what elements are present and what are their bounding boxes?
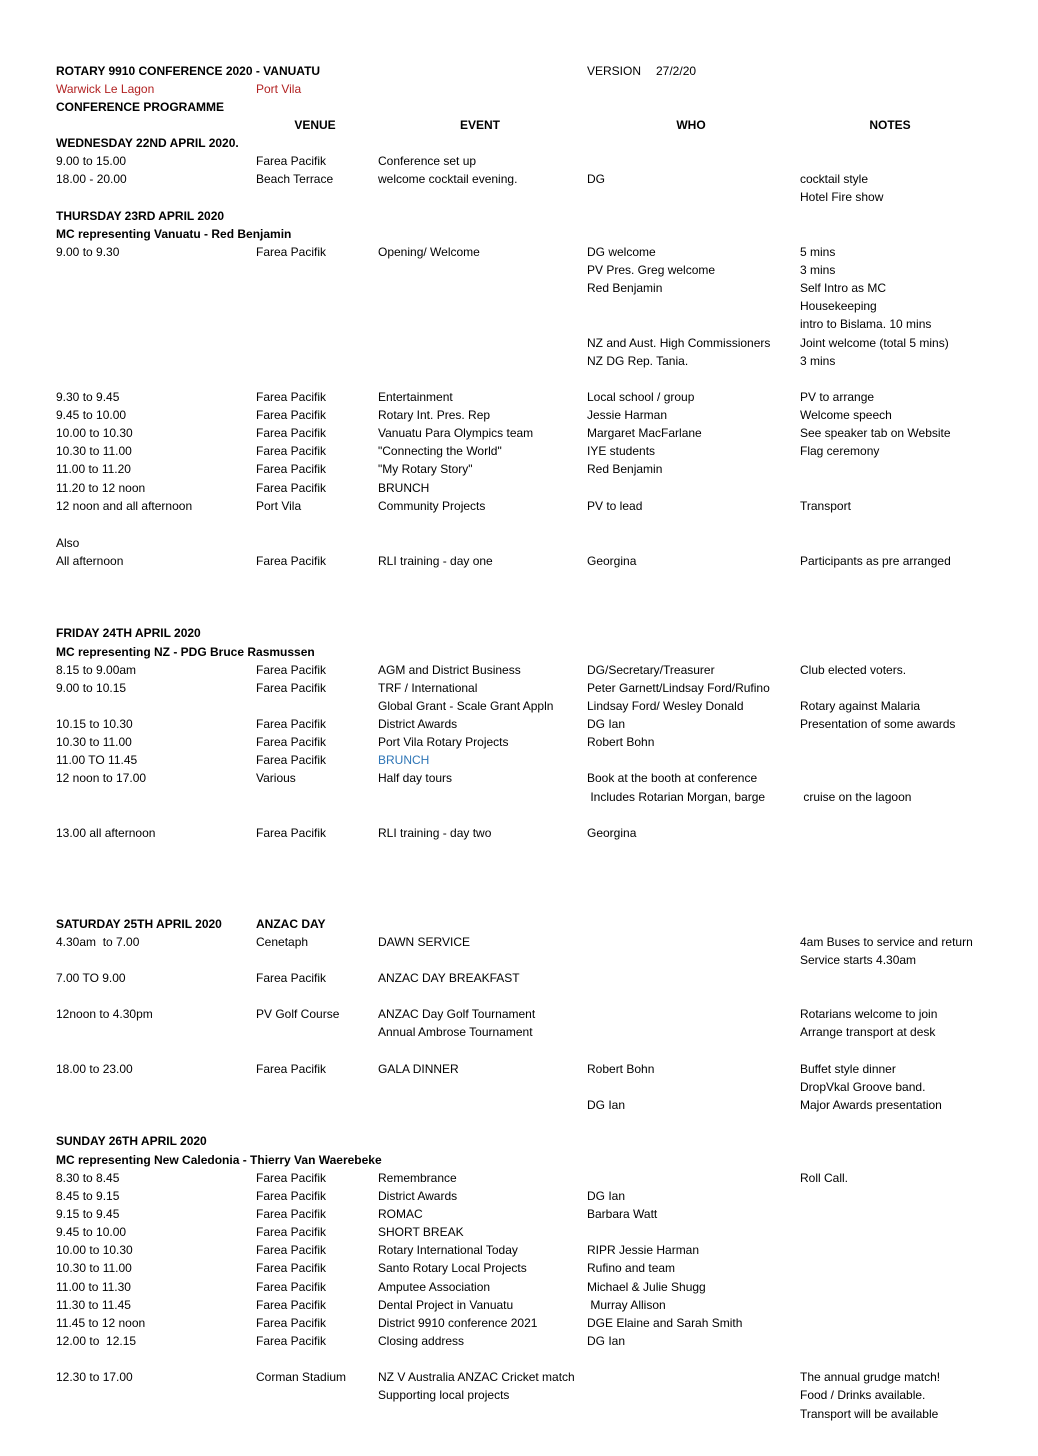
- schedule-row: [0, 352, 1038, 370]
- document-title: ROTARY 9910 CONFERENCE 2020 - VANUATU: [56, 64, 321, 78]
- schedule-row: [0, 951, 1038, 969]
- day-heading-row: [0, 1132, 1038, 1150]
- schedule-row: [0, 1386, 1038, 1404]
- cell-event: Rotary Int. Pres. Rep: [378, 408, 491, 422]
- cell-venue: Farea Pacifik: [256, 1243, 327, 1257]
- cell-time: 8.15 to 9.00am: [56, 663, 137, 677]
- cell-notes: Arrange transport at desk: [800, 1025, 936, 1039]
- cell-venue: Farea Pacifik: [256, 1261, 327, 1275]
- cell-venue: Farea Pacifik: [256, 1207, 327, 1221]
- cell-time: 12 noon and all afternoon: [56, 499, 193, 513]
- schedule-row: [0, 442, 1038, 460]
- schedule-row: [0, 1169, 1038, 1187]
- version-date: 27/2/20: [656, 64, 697, 78]
- schedule-row: [0, 297, 1038, 315]
- cell-notes: Food / Drinks available.: [800, 1388, 926, 1402]
- schedule-row: [0, 1205, 1038, 1223]
- cell-event: Port Vila Rotary Projects: [378, 735, 509, 749]
- cell-who: Robert Bohn: [587, 735, 655, 749]
- cell-notes: DropVkal Groove band.: [800, 1080, 926, 1094]
- cell-event: welcome cocktail evening.: [378, 172, 518, 186]
- cell-venue: Farea Pacifik: [256, 154, 327, 168]
- schedule-row: [0, 424, 1038, 442]
- cell-event: Annual Ambrose Tournament: [378, 1025, 533, 1039]
- cell-venue: Farea Pacifik: [256, 826, 327, 840]
- cell-time: 8.45 to 9.15: [56, 1189, 120, 1203]
- cell-notes: The annual grudge match!: [800, 1370, 941, 1384]
- schedule-row: [0, 152, 1038, 170]
- cell-event: Rotary International Today: [378, 1243, 518, 1257]
- cell-venue: Farea Pacifik: [256, 1189, 327, 1203]
- cell-notes: 3 mins: [800, 354, 836, 368]
- schedule-row: [0, 170, 1038, 188]
- schedule-row: [0, 933, 1038, 951]
- cell-event: District 9910 conference 2021: [378, 1316, 538, 1330]
- cell-notes: Self Intro as MC: [800, 281, 887, 295]
- cell-who: Georgina: [587, 554, 637, 568]
- cell-event: "My Rotary Story": [378, 462, 473, 476]
- schedule-row: [0, 188, 1038, 206]
- cell-notes: cocktail style: [800, 172, 869, 186]
- cell-venue: Farea Pacifik: [256, 245, 327, 259]
- cell-who: Rufino and team: [587, 1261, 676, 1275]
- cell-venue: Farea Pacifik: [256, 444, 327, 458]
- cell-venue: Farea Pacifik: [256, 717, 327, 731]
- cell-notes: See speaker tab on Website: [800, 426, 951, 440]
- cell-notes: Service starts 4.30am: [800, 953, 917, 967]
- cell-event: RLI training - day one: [378, 554, 493, 568]
- mc-row: [0, 1151, 1038, 1169]
- cell-time: 13.00 all afternoon: [56, 826, 156, 840]
- cell-venue: Farea Pacifik: [256, 1316, 327, 1330]
- column-header-who: WHO: [676, 118, 706, 132]
- cell-who: IYE students: [587, 444, 656, 458]
- schedule-row: [0, 261, 1038, 279]
- column-header-event: EVENT: [459, 118, 500, 132]
- schedule-row: [0, 1241, 1038, 1259]
- cell-venue: Farea Pacifik: [256, 390, 327, 404]
- cell-time: 9.30 to 9.45: [56, 390, 120, 404]
- cell-who: Local school / group: [587, 390, 695, 404]
- cell-time: All afternoon: [56, 554, 124, 568]
- cell-event: Supporting local projects: [378, 1388, 510, 1402]
- cell-notes: Presentation of some awards: [800, 717, 956, 731]
- schedule-row: [0, 788, 1038, 806]
- cell-time: 11.45 to 12 noon: [56, 1316, 146, 1330]
- schedule-row: [0, 552, 1038, 570]
- cell-notes: Buffet style dinner: [800, 1062, 896, 1076]
- day-heading-row: [0, 915, 1038, 933]
- mc-row: [0, 225, 1038, 243]
- schedule-row: [0, 1405, 1038, 1423]
- cell-venue: Farea Pacifik: [256, 554, 327, 568]
- cell-event: RLI training - day two: [378, 826, 492, 840]
- cell-event: District Awards: [378, 1189, 458, 1203]
- cell-time: 11.00 to 11.20: [56, 462, 131, 476]
- cell-event: AGM and District Business: [378, 663, 521, 677]
- cell-event: NZ V Australia ANZAC Cricket match: [378, 1370, 575, 1384]
- cell-venue: Farea Pacifik: [256, 681, 327, 695]
- cell-event: Dental Project in Vanuatu: [378, 1298, 514, 1312]
- cell-who: DG welcome: [587, 245, 656, 259]
- schedule-row: [0, 769, 1038, 787]
- schedule-row: [0, 334, 1038, 352]
- cell-who: DG Ian: [587, 1189, 626, 1203]
- cell-time: 9.45 to 10.00: [56, 408, 127, 422]
- cell-time: 9.45 to 10.00: [56, 1225, 127, 1239]
- column-header-row: [0, 116, 1038, 134]
- cell-event: District Awards: [378, 717, 458, 731]
- venue-city: Port Vila: [256, 82, 302, 96]
- schedule-row: [0, 751, 1038, 769]
- cell-event: "Connecting the World": [378, 444, 502, 458]
- cell-time: 9.00 to 15.00: [56, 154, 127, 168]
- schedule-row: [0, 1023, 1038, 1041]
- cell-venue: Farea Pacifik: [256, 753, 327, 767]
- cell-event: Conference set up: [378, 154, 477, 168]
- schedule-row: [0, 969, 1038, 987]
- cell-who: DG: [587, 172, 605, 186]
- cell-time: 10.00 to 10.30: [56, 426, 133, 440]
- cell-venue: Cenetaph: [256, 935, 309, 949]
- cell-who: DGE Elaine and Sarah Smith: [587, 1316, 743, 1330]
- venue-row: [0, 80, 1038, 98]
- cell-event: Vanuatu Para Olympics team: [378, 426, 534, 440]
- cell-notes: Rotarians welcome to join: [800, 1007, 938, 1021]
- cell-notes: Rotary against Malaria: [800, 699, 921, 713]
- cell-notes: cruise on the lagoon: [800, 790, 912, 804]
- cell-event: ROMAC: [378, 1207, 423, 1221]
- venue-name: Warwick Le Lagon: [56, 82, 155, 96]
- cell-event: Opening/ Welcome: [378, 245, 480, 259]
- cell-event: DAWN SERVICE: [378, 935, 471, 949]
- mc-thursday: MC representing Vanuatu - Red Benjamin: [56, 227, 292, 241]
- cell-notes: 4am Buses to service and return: [800, 935, 973, 949]
- title-row: [0, 62, 1038, 80]
- cell-who: NZ and Aust. High Commissioners: [587, 336, 771, 350]
- cell-time: 10.30 to 11.00: [56, 1261, 132, 1275]
- cell-time: 18.00 - 20.00: [56, 172, 127, 186]
- cell-notes: 3 mins: [800, 263, 836, 277]
- cell-notes: Transport will be available: [800, 1407, 939, 1421]
- cell-event: Closing address: [378, 1334, 465, 1348]
- cell-time: 12 noon to 17.00: [56, 771, 147, 785]
- cell-who: RIPR Jessie Harman: [587, 1243, 700, 1257]
- schedule-row: [0, 661, 1038, 679]
- cell-notes: Flag ceremony: [800, 444, 880, 458]
- cell-who: Jessie Harman: [587, 408, 668, 422]
- schedule-row: [0, 697, 1038, 715]
- cell-event: Remembrance: [378, 1171, 457, 1185]
- cell-venue: Farea Pacifik: [256, 1298, 327, 1312]
- cell-venue: Farea Pacifik: [256, 971, 327, 985]
- schedule-row: [0, 1223, 1038, 1241]
- cell-venue: Port Vila: [256, 499, 302, 513]
- cell-event: SHORT BREAK: [378, 1225, 464, 1239]
- cell-notes: intro to Bislama. 10 mins: [800, 317, 932, 331]
- schedule-row: [0, 1259, 1038, 1277]
- cell-who: Lindsay Ford/ Wesley Donald: [587, 699, 744, 713]
- cell-notes: 5 mins: [800, 245, 836, 259]
- cell-time: 12.00 to 12.15: [56, 1334, 137, 1348]
- cell-who: PV to lead: [587, 499, 643, 513]
- cell-time: 12noon to 4.30pm: [56, 1007, 153, 1021]
- mc-friday: MC representing NZ - PDG Bruce Rasmussen: [56, 645, 315, 659]
- cell-notes: Joint welcome (total 5 mins): [800, 336, 949, 350]
- cell-venue: Farea Pacifik: [256, 1334, 327, 1348]
- cell-who: PV Pres. Greg welcome: [587, 263, 716, 277]
- cell-time: 9.00 to 10.15: [56, 681, 127, 695]
- cell-notes: Participants as pre arranged: [800, 554, 951, 568]
- cell-time: 11.00 to 11.30: [56, 1280, 131, 1294]
- cell-who: Barbara Watt: [587, 1207, 658, 1221]
- cell-venue: Farea Pacifik: [256, 462, 327, 476]
- cell-venue: Corman Stadium: [256, 1370, 347, 1384]
- cell-who: DG Ian: [587, 1098, 626, 1112]
- cell-event: ANZAC Day Golf Tournament: [378, 1007, 536, 1021]
- cell-time: 10.30 to 11.00: [56, 444, 132, 458]
- cell-event: Amputee Association: [378, 1280, 491, 1294]
- cell-who: Book at the booth at conference: [587, 771, 758, 785]
- cell-time: 11.00 TO 11.45: [56, 753, 138, 767]
- cell-who: Georgina: [587, 826, 637, 840]
- cell-who: Michael & Julie Shugg: [587, 1280, 706, 1294]
- cell-who: Includes Rotarian Morgan, barge: [587, 790, 766, 804]
- cell-event: TRF / International: [378, 681, 478, 695]
- cell-time: 4.30am to 7.00: [56, 935, 140, 949]
- cell-who: DG Ian: [587, 717, 626, 731]
- schedule-row: [0, 1078, 1038, 1096]
- day-heading-wednesday: WEDNESDAY 22ND APRIL 2020.: [56, 136, 239, 150]
- also-label: Also: [56, 536, 80, 550]
- schedule-row: [0, 497, 1038, 515]
- cell-notes: Transport: [800, 499, 851, 513]
- schedule-row: [0, 243, 1038, 261]
- cell-time: 8.30 to 8.45: [56, 1171, 120, 1185]
- schedule-row: [0, 1096, 1038, 1114]
- cell-event: Half day tours: [378, 771, 453, 785]
- cell-event: BRUNCH: [378, 753, 430, 767]
- day-heading-row: [0, 624, 1038, 642]
- subtitle-row: [0, 98, 1038, 116]
- cell-who: DG/Secretary/Treasurer: [587, 663, 715, 677]
- schedule-row: [0, 733, 1038, 751]
- mc-row: [0, 643, 1038, 661]
- schedule-row: [0, 679, 1038, 697]
- cell-notes: Major Awards presentation: [800, 1098, 942, 1112]
- cell-venue: Farea Pacifik: [256, 735, 327, 749]
- schedule-row: [0, 1314, 1038, 1332]
- cell-who: Red Benjamin: [587, 462, 663, 476]
- cell-time: 9.15 to 9.45: [56, 1207, 120, 1221]
- cell-who: Robert Bohn: [587, 1062, 655, 1076]
- cell-event: GALA DINNER: [378, 1062, 459, 1076]
- cell-who: DG Ian: [587, 1334, 626, 1348]
- schedule-row: [0, 1278, 1038, 1296]
- cell-time: 11.20 to 12 noon: [56, 481, 146, 495]
- cell-venue: Farea Pacifik: [256, 1225, 327, 1239]
- schedule-row: [0, 479, 1038, 497]
- anzac-day-tag: ANZAC DAY: [256, 917, 326, 931]
- schedule-row: [0, 315, 1038, 333]
- schedule-row: [0, 1296, 1038, 1314]
- cell-venue: Farea Pacifik: [256, 663, 327, 677]
- cell-time: 10.30 to 11.00: [56, 735, 132, 749]
- cell-venue: Farea Pacifik: [256, 1171, 327, 1185]
- cell-venue: Farea Pacifik: [256, 1062, 327, 1076]
- cell-who: Red Benjamin: [587, 281, 663, 295]
- day-heading-sunday: SUNDAY 26TH APRIL 2020: [56, 1134, 207, 1148]
- cell-venue: Farea Pacifik: [256, 1280, 327, 1294]
- version-label: VERSION: [587, 64, 642, 78]
- cell-time: 7.00 TO 9.00: [56, 971, 126, 985]
- schedule-row: [0, 1187, 1038, 1205]
- column-header-venue: VENUE: [294, 118, 336, 132]
- cell-venue: Farea Pacifik: [256, 426, 327, 440]
- schedule-row: [0, 1332, 1038, 1350]
- schedule-row: [0, 1060, 1038, 1078]
- cell-who: Murray Allison: [587, 1298, 666, 1312]
- schedule-row: [0, 715, 1038, 733]
- cell-who: Margaret MacFarlane: [587, 426, 702, 440]
- cell-time: 9.00 to 9.30: [56, 245, 120, 259]
- cell-time: 18.00 to 23.00: [56, 1062, 133, 1076]
- cell-event: ANZAC DAY BREAKFAST: [378, 971, 520, 985]
- day-heading-friday: FRIDAY 24TH APRIL 2020: [56, 626, 201, 640]
- cell-time: 11.30 to 11.45: [56, 1298, 131, 1312]
- column-header-notes: NOTES: [869, 118, 911, 132]
- cell-event: Entertainment: [378, 390, 453, 404]
- cell-venue: Beach Terrace: [256, 172, 334, 186]
- day-heading-saturday: SATURDAY 25TH APRIL 2020: [56, 917, 222, 931]
- cell-time: 12.30 to 17.00: [56, 1370, 133, 1384]
- schedule-row: [0, 1005, 1038, 1023]
- cell-notes: Welcome speech: [800, 408, 892, 422]
- day-heading-thursday: THURSDAY 23RD APRIL 2020: [56, 209, 225, 223]
- cell-time: 10.15 to 10.30: [56, 717, 133, 731]
- schedule-row: [0, 406, 1038, 424]
- cell-event: BRUNCH: [378, 481, 430, 495]
- cell-notes: Housekeeping: [800, 299, 877, 313]
- mc-sunday: MC representing New Caledonia - Thierry Van Waerebeke: [56, 1153, 382, 1167]
- cell-who: Peter Garnett/Lindsay Ford/Rufino: [587, 681, 770, 695]
- cell-event: Santo Rotary Local Projects: [378, 1261, 527, 1275]
- cell-notes: Club elected voters.: [800, 663, 907, 677]
- schedule-row: [0, 824, 1038, 842]
- also-row: [0, 534, 1038, 552]
- cell-notes: Hotel Fire show: [800, 190, 884, 204]
- cell-time: 10.00 to 10.30: [56, 1243, 133, 1257]
- cell-notes: Roll Call.: [800, 1171, 849, 1185]
- document-subtitle: CONFERENCE PROGRAMME: [56, 100, 225, 114]
- schedule-row: [0, 460, 1038, 478]
- cell-event: Community Projects: [378, 499, 486, 513]
- cell-venue: PV Golf Course: [256, 1007, 340, 1021]
- schedule-row: [0, 388, 1038, 406]
- day-heading-row: [0, 134, 1038, 152]
- cell-venue: Farea Pacifik: [256, 481, 327, 495]
- cell-notes: PV to arrange: [800, 390, 875, 404]
- day-heading-row: [0, 207, 1038, 225]
- cell-venue: Farea Pacifik: [256, 408, 327, 422]
- schedule-row: [0, 279, 1038, 297]
- cell-who: NZ DG Rep. Tania.: [587, 354, 689, 368]
- cell-event: Global Grant - Scale Grant Appln: [378, 699, 554, 713]
- cell-venue: Various: [256, 771, 296, 785]
- schedule-row: [0, 1368, 1038, 1386]
